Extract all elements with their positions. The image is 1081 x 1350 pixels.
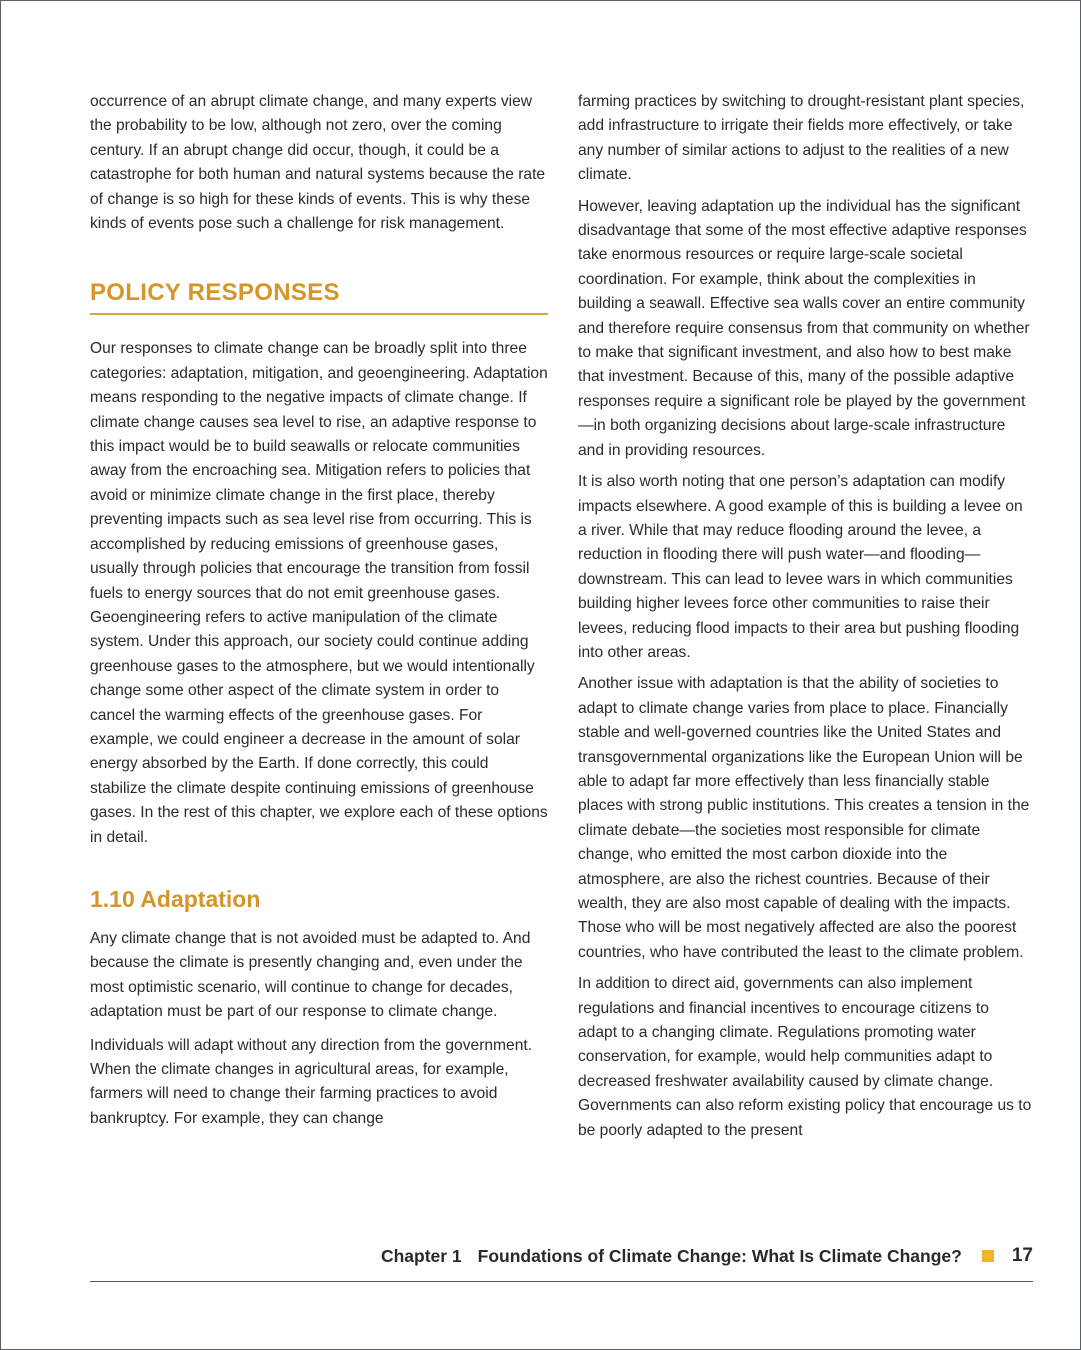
- left-column: [90, 90, 548, 1140]
- subsection-heading: 1.10 Adaptation: [90, 885, 261, 912]
- adaptation-paragraph-2: Individuals will adapt without any direction from the government. When the climate changes in agricultural areas, for example, farmers will need to change their farming practices to avoid bankruptcy. For example, they can change: [90, 1036, 533, 1127]
- footer-square-ornament: [982, 1250, 994, 1262]
- right-paragraph-3: It is also worth noting that one person’s adaptation can modify impacts elsewhere. A good example of this is building a levee on a river. While that may reduce flooding around the levee, a reduction in flooding there will push water—and flooding—downstream. This can lead to levee wars in which communities building higher levees force other communities to raise their levees, reducing flood impacts to their area but pushing flooding into other areas.: [578, 473, 1023, 661]
- right-paragraph-1: farming practices by switching to drought-resistant plant species, add infrastructure to irrigate their fields more effectively, or take any number of similar actions to adjust to the realities of a new climate.: [578, 93, 1025, 184]
- footer-chapter-title: Foundations of Climate Change: What Is Climate Change?: [477, 1245, 962, 1266]
- section-heading: POLICY RESPONSES: [90, 279, 548, 315]
- running-footer: [90, 1245, 1033, 1282]
- intro-paragraph: occurrence of an abrupt climate change, and many experts view the probability to be low, although not zero, over the coming century. If an abrupt change did occur, though, it could be a catastrophe for both human and natural systems because the rate of change is so high for these kinds of events. This is why these kinds of events pose such a challenge for risk management.: [90, 93, 546, 233]
- policy-paragraph: Our responses to climate change can be broadly split into three categories: adaptation, mitigation, and geoengineering. Adaptation means responding to the negative impacts of climate change. If climate change causes sea level to rise, an adaptive response to this impact would be to build seawalls or relocate communities away from the encroaching sea. Mitigation refers to policies that avoid or minimize climate change in the first place, thereby preventing impacts such as sea level rise from occurring. This is accomplished by reducing emissions of greenhouse gases, usually through policies that encourage the transition from fossil fuels to energy sources that do not emit greenhouse gases. Geoengineering refers to active manipulation of the climate system. Under this approach, our society could continue adding greenhouse gases to the atmosphere, but we would intentionally change some other aspect of the climate system in order to cancel the warming effects of the greenhouse gases. For example, we could engineer a decrease in the amount of solar energy absorbed by the Earth. If done correctly, this could stabilize the climate despite continuing emissions of greenhouse gases. In the rest of this chapter, we explore each of these options in detail.: [90, 340, 548, 846]
- right-paragraph-2: However, leaving adaptation up the individual has the significant disadvantage that some of the most effective adaptive responses take enormous resources or require large-scale societal coordination. For example, think about the complexities in building a seawall. Effective sea walls cover an entire community and therefore require consensus from that community on whether to make that significant investment, and also how to best make that investment. Because of this, many of the possible adaptive responses require a significant role be played by the government—in both organizing decisions about large-scale infrastructure and in providing resources.: [578, 197, 1030, 459]
- right-paragraph-4: Another issue with adaptation is that the ability of societies to adapt to climate change varies from place to place. Financially stable and well-governed countries like the United States and transgovernmental organizations like the European Union will be able to adapt far more effectively than less financially stable places with strong public institutions. This creates a tension in the climate debate—the societies most responsible for climate change, who emitted the most carbon dioxide into the atmosphere, are also the richest countries. Because of their wealth, they are also most capable of dealing with the impacts. Those who will be most negatively affected are also the poorest countries, who have contributed the least to the climate problem.: [578, 675, 1030, 961]
- right-paragraph-5: In addition to direct aid, governments can also implement regulations and financial incentives to encourage citizens to adapt to a changing climate. Regulations promoting water conservation, for example, would help communities adapt to decreased freshwater availability caused by climate change. Governments can also reform existing policy that encourage us to be poorly adapted to the present: [578, 975, 1032, 1139]
- adaptation-paragraph-1: Any climate change that is not avoided must be adapted to. And because the climate is presently changing and, even under the most optimistic scenario, will continue to change for decades, adaptation must be part of our response to climate change.: [90, 929, 531, 1021]
- footer-chapter-label: Chapter 1: [380, 1245, 462, 1266]
- page-number: 17: [1011, 1245, 1033, 1266]
- right-column: [578, 90, 1032, 1150]
